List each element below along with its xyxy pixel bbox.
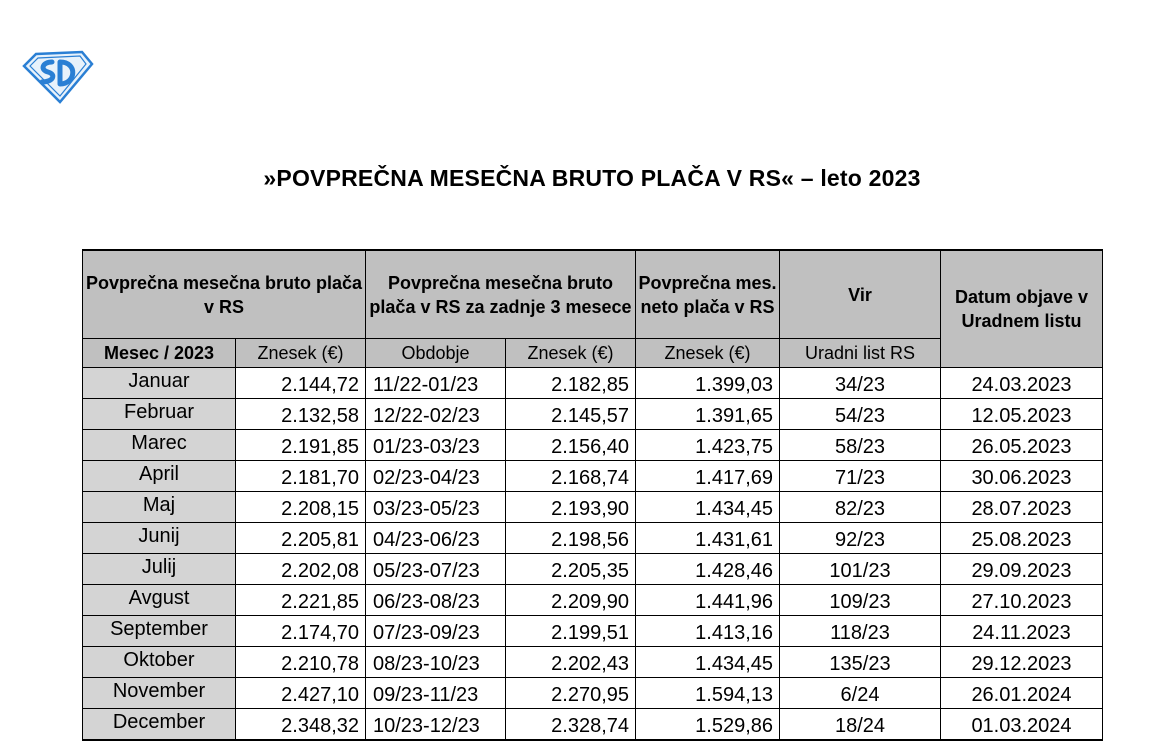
publication-date-cell: 28.07.2023: [941, 492, 1103, 523]
net-amount-cell: 1.413,16: [636, 616, 780, 647]
net-amount-cell: 1.423,75: [636, 430, 780, 461]
net-amount-cell: 1.594,13: [636, 678, 780, 709]
net-amount-cell: 1.417,69: [636, 461, 780, 492]
gross-3m-amount-cell: 2.156,40: [506, 430, 636, 461]
header-gross-3-months: Povprečna mesečna bruto plača v RS za zadnje 3 mesece: [366, 250, 636, 339]
gross-3m-amount-cell: 2.202,43: [506, 647, 636, 678]
period-cell: 10/23-12/23: [366, 709, 506, 741]
gross-amount-cell: 2.348,32: [236, 709, 366, 741]
gross-3m-amount-cell: 2.270,95: [506, 678, 636, 709]
publication-date-cell: 29.09.2023: [941, 554, 1103, 585]
net-amount-cell: 1.431,61: [636, 523, 780, 554]
month-cell: Marec: [83, 430, 236, 461]
gross-3m-amount-cell: 2.168,74: [506, 461, 636, 492]
publication-date-cell: 01.03.2024: [941, 709, 1103, 741]
gross-amount-cell: 2.132,58: [236, 399, 366, 430]
source-cell: 18/24: [780, 709, 941, 741]
publication-date-cell: 27.10.2023: [941, 585, 1103, 616]
table-row: [83, 399, 1103, 430]
period-cell: 05/23-07/23: [366, 554, 506, 585]
table-row: [83, 523, 1103, 554]
gross-amount-cell: 2.205,81: [236, 523, 366, 554]
source-cell: 6/24: [780, 678, 941, 709]
period-cell: 11/22-01/23: [366, 368, 506, 399]
net-amount-cell: 1.529,86: [636, 709, 780, 741]
net-amount-cell: 1.434,45: [636, 647, 780, 678]
month-cell: November: [83, 678, 236, 709]
period-cell: 01/23-03/23: [366, 430, 506, 461]
gross-3m-amount-cell: 2.198,56: [506, 523, 636, 554]
subheader-amount-net: Znesek (€): [636, 339, 780, 368]
publication-date-cell: 24.11.2023: [941, 616, 1103, 647]
publication-date-cell: 26.05.2023: [941, 430, 1103, 461]
table-row: [83, 709, 1103, 741]
publication-date-cell: 26.01.2024: [941, 678, 1103, 709]
net-amount-cell: 1.441,96: [636, 585, 780, 616]
period-cell: 08/23-10/23: [366, 647, 506, 678]
period-cell: 07/23-09/23: [366, 616, 506, 647]
publication-date-cell: 25.08.2023: [941, 523, 1103, 554]
table-row: [83, 647, 1103, 678]
period-cell: 03/23-05/23: [366, 492, 506, 523]
publication-date-cell: 29.12.2023: [941, 647, 1103, 678]
month-cell: Januar: [83, 368, 236, 399]
table-row: [83, 461, 1103, 492]
page-title: »POVPREČNA MESEČNA BRUTO PLAČA V RS« – leto 2023: [263, 165, 921, 191]
month-cell: April: [83, 461, 236, 492]
source-cell: 92/23: [780, 523, 941, 554]
header-source: Vir: [780, 250, 941, 339]
subheader-month: Mesec / 2023: [83, 339, 236, 368]
gross-3m-amount-cell: 2.328,74: [506, 709, 636, 741]
source-cell: 135/23: [780, 647, 941, 678]
publication-date-cell: 12.05.2023: [941, 399, 1103, 430]
company-logo: [22, 50, 94, 104]
header-publication-date: Datum objave v Uradnem listu: [941, 250, 1103, 368]
gross-amount-cell: 2.221,85: [236, 585, 366, 616]
gross-3m-amount-cell: 2.199,51: [506, 616, 636, 647]
table-row: [83, 368, 1103, 399]
table-row: [83, 585, 1103, 616]
header-net-salary: Povprečna mes. neto plača v RS: [636, 250, 780, 339]
subheader-amount: Znesek (€): [236, 339, 366, 368]
source-cell: 101/23: [780, 554, 941, 585]
table-row: [83, 492, 1103, 523]
source-cell: 54/23: [780, 399, 941, 430]
gross-3m-amount-cell: 2.209,90: [506, 585, 636, 616]
source-cell: 58/23: [780, 430, 941, 461]
month-cell: Oktober: [83, 647, 236, 678]
gross-3m-amount-cell: 2.193,90: [506, 492, 636, 523]
period-cell: 02/23-04/23: [366, 461, 506, 492]
table-row: [83, 678, 1103, 709]
header-gross-salary: Povprečna mesečna bruto plača v RS: [83, 250, 366, 339]
subheader-amount-3m: Znesek (€): [506, 339, 636, 368]
month-cell: Maj: [83, 492, 236, 523]
table-row: [83, 430, 1103, 461]
period-cell: 12/22-02/23: [366, 399, 506, 430]
net-amount-cell: 1.428,46: [636, 554, 780, 585]
publication-date-cell: 24.03.2023: [941, 368, 1103, 399]
month-cell: September: [83, 616, 236, 647]
month-cell: December: [83, 709, 236, 741]
publication-date-cell: 30.06.2023: [941, 461, 1103, 492]
gross-amount-cell: 2.208,15: [236, 492, 366, 523]
source-cell: 82/23: [780, 492, 941, 523]
month-cell: Avgust: [83, 585, 236, 616]
gross-amount-cell: 2.427,10: [236, 678, 366, 709]
gross-3m-amount-cell: 2.205,35: [506, 554, 636, 585]
source-cell: 109/23: [780, 585, 941, 616]
month-cell: Februar: [83, 399, 236, 430]
gross-amount-cell: 2.202,08: [236, 554, 366, 585]
net-amount-cell: 1.391,65: [636, 399, 780, 430]
gross-3m-amount-cell: 2.182,85: [506, 368, 636, 399]
period-cell: 09/23-11/23: [366, 678, 506, 709]
gross-amount-cell: 2.174,70: [236, 616, 366, 647]
table-row: [83, 616, 1103, 647]
salary-table: [82, 249, 1103, 741]
subheader-period: Obdobje: [366, 339, 506, 368]
gross-amount-cell: 2.144,72: [236, 368, 366, 399]
source-cell: 118/23: [780, 616, 941, 647]
gross-amount-cell: 2.210,78: [236, 647, 366, 678]
period-cell: 04/23-06/23: [366, 523, 506, 554]
source-cell: 34/23: [780, 368, 941, 399]
gross-3m-amount-cell: 2.145,57: [506, 399, 636, 430]
subheader-official-gazette: Uradni list RS: [780, 339, 941, 368]
net-amount-cell: 1.399,03: [636, 368, 780, 399]
source-cell: 71/23: [780, 461, 941, 492]
gross-amount-cell: 2.191,85: [236, 430, 366, 461]
table-row: [83, 554, 1103, 585]
period-cell: 06/23-08/23: [366, 585, 506, 616]
net-amount-cell: 1.434,45: [636, 492, 780, 523]
month-cell: Julij: [83, 554, 236, 585]
month-cell: Junij: [83, 523, 236, 554]
gross-amount-cell: 2.181,70: [236, 461, 366, 492]
